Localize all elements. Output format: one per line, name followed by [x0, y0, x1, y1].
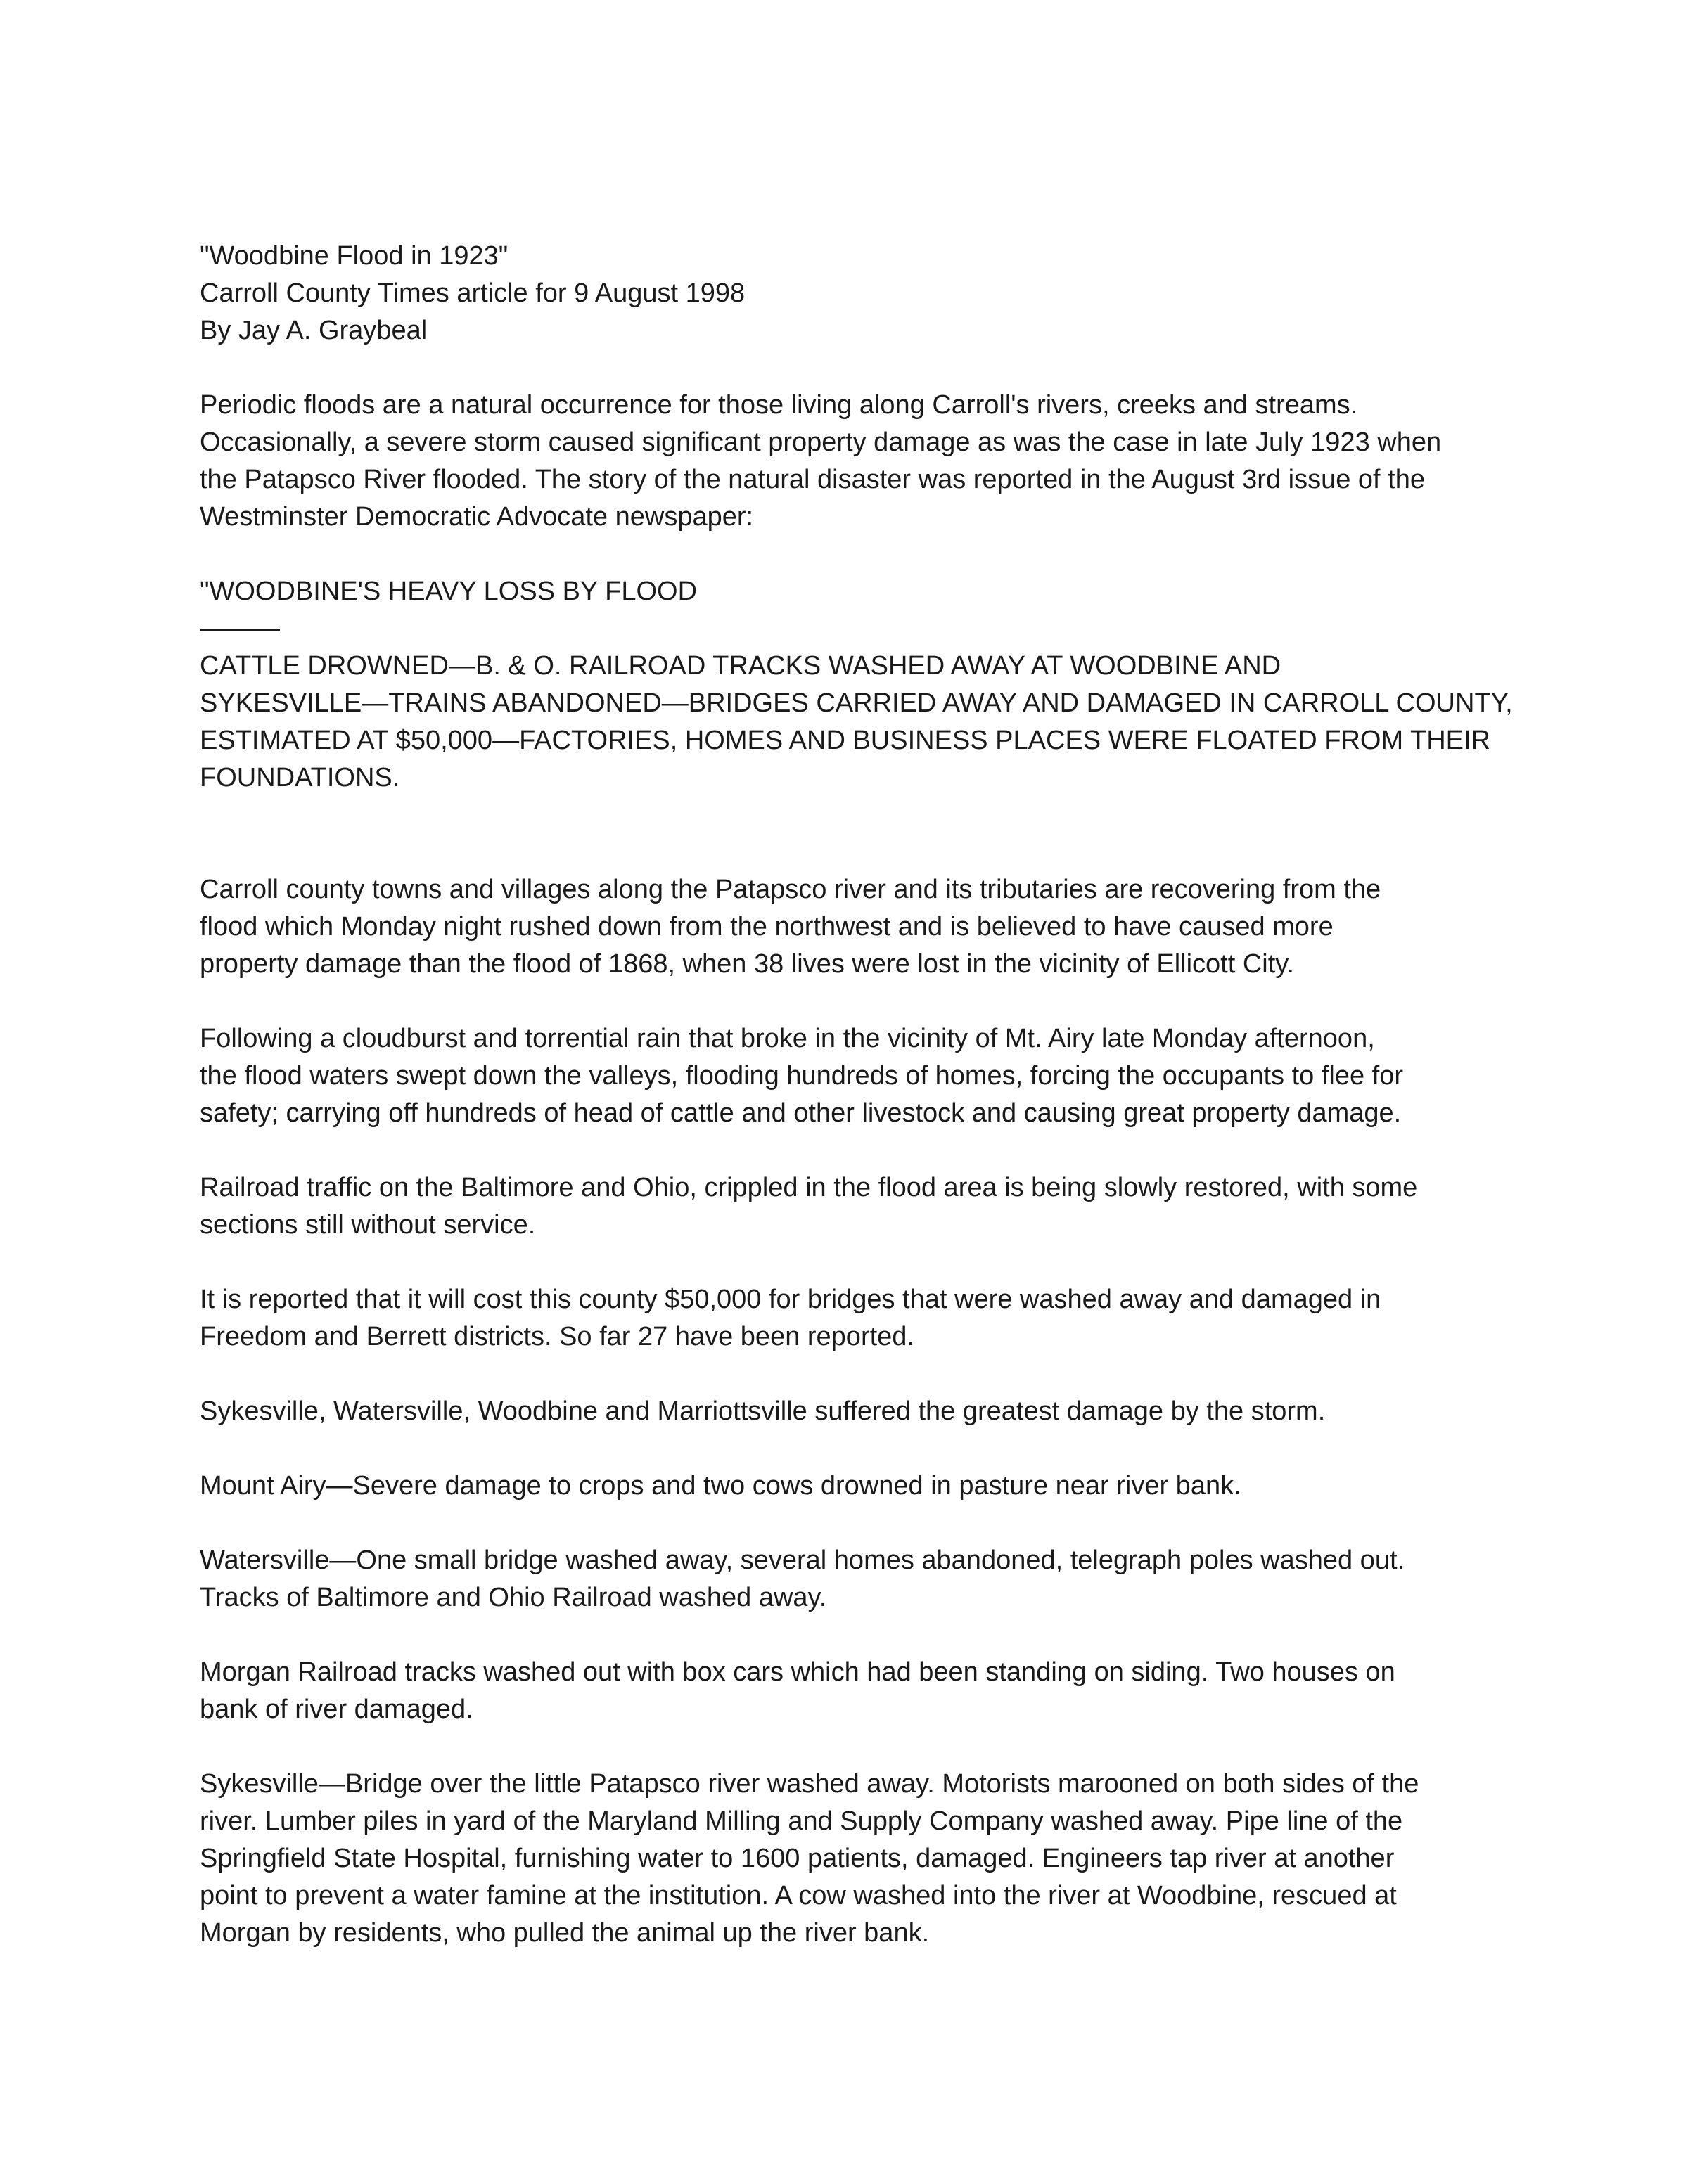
publication-line: Carroll County Times article for 9 August 1998 [200, 278, 746, 308]
headline-subhead-line: ESTIMATED AT $50,000—FACTORIES, HOMES AND BUSINESS PLACES WERE FLOATED FROM THEIR [200, 726, 1490, 755]
article-paragraph [200, 1393, 1508, 1430]
paragraph-line: Sykesville, Watersville, Woodbine and Marriottsville suffered the greatest damage by the storm. [200, 1396, 1326, 1426]
headline-subhead-line: CATTLE DROWNED—B. & O. RAILROAD TRACKS WASHED AWAY AT WOODBINE AND [200, 651, 1281, 681]
spacer [200, 536, 1508, 573]
article-paragraph [200, 1542, 1508, 1617]
headline-title: "WOODBINE'S HEAVY LOSS BY FLOOD [200, 577, 698, 606]
paragraph-line: Morgan by residents, who pulled the animal up the river bank. [200, 1918, 930, 1948]
paragraph-line: sections still without service. [200, 1210, 536, 1240]
paragraph-line: the Patapsco River flooded. The story of the natural disaster was reported in the August 3rd issue of the [200, 465, 1425, 494]
paragraph-line: bank of river damaged. [200, 1695, 473, 1724]
article-paragraph [200, 1281, 1508, 1356]
paragraph-line: flood which Monday night rushed down from the northwest and is believed to have caused more [200, 912, 1334, 942]
article-paragraph [200, 871, 1508, 983]
paragraph-line: Periodic floods are a natural occurrence for those living along Carroll's rivers, creeks and streams. [200, 390, 1358, 420]
paragraph-line: Mount Airy—Severe damage to crops and two cows drowned in pasture near river bank. [200, 1471, 1241, 1501]
paragraph-line: Occasionally, a severe storm caused significant property damage as was the case in late July 1923 when [200, 428, 1442, 457]
article-paragraph [200, 1467, 1508, 1505]
spacer [200, 1356, 1508, 1393]
article-paragraph [200, 1766, 1508, 1952]
document-body [200, 238, 1513, 1952]
paragraph-line: Sykesville—Bridge over the little Patapsco river washed away. Motorists marooned on both sides of the [200, 1769, 1419, 1799]
spacer [200, 797, 1508, 871]
spacer [200, 1132, 1508, 1169]
newspaper-headline [200, 573, 1513, 797]
article-title: "Woodbine Flood in 1923" [200, 241, 509, 271]
paragraph-line: Railroad traffic on the Baltimore and Ohio, crippled in the flood area is being slowly restored, with some [200, 1173, 1418, 1202]
article-paragraph [200, 1654, 1508, 1728]
intro-paragraph [200, 387, 1508, 536]
byline: By Jay A. Graybeal [200, 316, 428, 345]
article-paragraph [200, 1020, 1508, 1132]
spacer [200, 1617, 1508, 1654]
spacer [200, 1244, 1508, 1281]
paragraph-line: Carroll county towns and villages along the Patapsco river and its tributaries are recovering from the [200, 875, 1381, 904]
paragraph-line: safety; carrying off hundreds of head of cattle and other livestock and causing great property damage. [200, 1098, 1402, 1128]
paragraph-line: Watersville—One small bridge washed away, several homes abandoned, telegraph poles washed out. [200, 1546, 1405, 1575]
article-paragraph [200, 1169, 1508, 1244]
paragraph-line: Following a cloudburst and torrential rain that broke in the vicinity of Mt. Airy late Monday afternoon, [200, 1024, 1375, 1053]
paragraph-line: property damage than the flood of 1868, when 38 lives were lost in the vicinity of Ellicott City. [200, 949, 1295, 979]
spacer [200, 349, 1508, 387]
paragraph-line: It is reported that it will cost this county $50,000 for bridges that were washed away and damaged in [200, 1285, 1381, 1314]
spacer [200, 1430, 1508, 1467]
paragraph-line: Freedom and Berrett districts. So far 27 have been reported. [200, 1322, 914, 1351]
paragraph-line: Morgan Railroad tracks washed out with box cars which had been standing on siding. Two houses on [200, 1657, 1395, 1687]
article-header [200, 238, 1508, 349]
headline-subhead-line: SYKESVILLE—TRAINS ABANDONED—BRIDGES CARRIED AWAY AND DAMAGED IN CARROLL COUNTY, [200, 688, 1513, 718]
paragraph-line: Springfield State Hospital, furnishing water to 1600 patients, damaged. Engineers tap river at another [200, 1844, 1395, 1873]
headline-rule: ——— [200, 614, 280, 643]
spacer [200, 1505, 1508, 1542]
paragraph-line: river. Lumber piles in yard of the Maryland Milling and Supply Company washed away. Pipe line of the [200, 1806, 1403, 1836]
spacer [200, 983, 1508, 1020]
headline-subhead-line: FOUNDATIONS. [200, 763, 400, 792]
paragraph-line: the flood waters swept down the valleys, flooding hundreds of homes, forcing the occupants to flee for [200, 1061, 1404, 1091]
spacer [200, 1728, 1508, 1766]
paragraph-line: Westminster Democratic Advocate newspaper: [200, 502, 754, 532]
paragraph-line: point to prevent a water famine at the institution. A cow washed into the river at Woodbine, rescued at [200, 1881, 1397, 1910]
paragraph-line: Tracks of Baltimore and Ohio Railroad washed away. [200, 1583, 827, 1612]
